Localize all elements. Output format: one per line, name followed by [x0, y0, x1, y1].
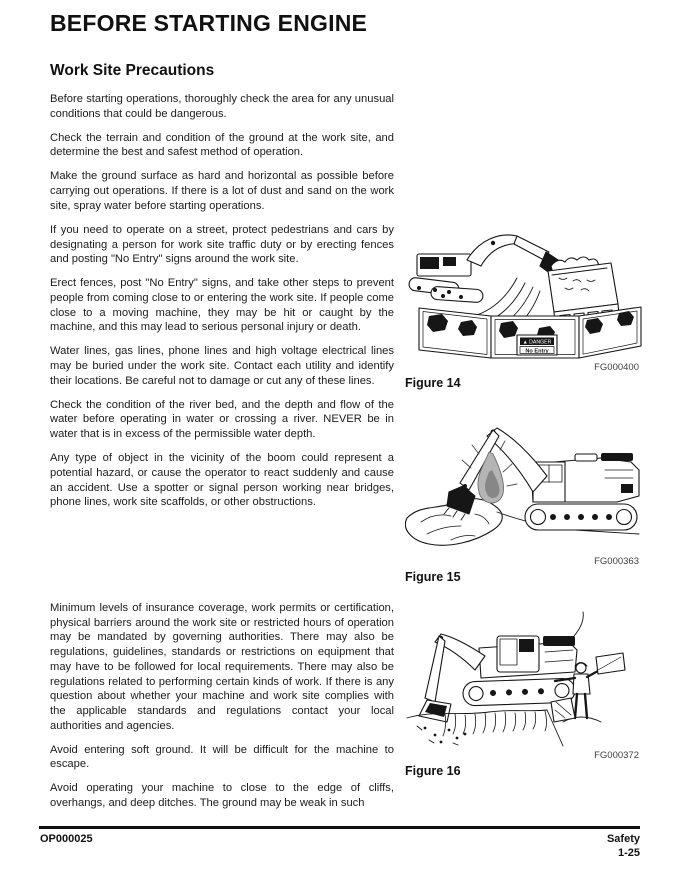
figure-15 [405, 406, 645, 584]
body-paragraph: Make the ground surface as hard and horizontal as possible before carrying out operations. If there is a lot of dust and sand on the work site, spray water before starting operations. [50, 170, 394, 212]
body-paragraph: Check the condition of the river bed, and the depth and flow of the water before operating in water or crossing a river. NEVER be in water that is in excess of the permissible water depth. [50, 398, 394, 441]
body-paragraph: Minimum levels of insurance coverage, work permits or certification, physical barriers around the work site or restricted hours of operation may be mandated by governing authorities. There may also be regulations, guidelines, standards or restrictions on equipment that may have to be followed for local requirements. There may also be regulations related to performing certain kinds of work. If there is any question about whether your machine and work site complies with the applicable standards and regulations contact your local authorities and agencies. [50, 602, 394, 732]
figure-14-caption: Figure 14 [405, 376, 461, 390]
figure-14-code: FG000400 [594, 362, 639, 373]
danger-sign-label: ▲ DANGER [522, 339, 552, 346]
danger-no-entry-sign [517, 335, 557, 355]
body-paragraph: Water lines, gas lines, phone lines and high voltage electrical lines may be buried under the work site. Contact each utility and identify their locations. Be careful not to damage or cut any of these lines. [50, 345, 394, 387]
text-column-lower [50, 601, 394, 820]
figure-14 [405, 216, 645, 390]
footer-rule [39, 826, 640, 829]
body-paragraph: Any type of object in the vicinity of the boom could represent a potential hazard, or cause the operator to react suddenly and cause an accident. Use a spotter or signal person working near bridges, phone lines, work site scaffolds, or other obstructions. [50, 452, 394, 509]
no-entry-sign-label: No Entry [525, 348, 549, 355]
figure-15-illustration [405, 406, 645, 556]
barrier-fence-icon [419, 307, 641, 358]
footer-page-info [607, 833, 640, 860]
footer-chapter: Safety [606, 833, 640, 845]
section-heading: Work Site Precautions [50, 62, 215, 79]
text-column-upper [50, 62, 394, 519]
footer-page-number: 1-25 [617, 846, 640, 859]
figure-16-caption: Figure 16 [405, 764, 461, 778]
footer-doc-code: OP000025 [40, 833, 93, 845]
flag-icon [596, 653, 625, 674]
figure-15-caption: Figure 15 [405, 570, 461, 584]
body-paragraph: If you need to operate on a street, protect pedestrians and cars by designating a person for work site traffic duty or by erecting fences and posting "No Entry" signs around the work site. [50, 223, 394, 266]
figure-15-code: FG000363 [594, 556, 639, 567]
body-paragraph: Erect fences, post "No Entry" signs, and take other steps to prevent people from coming close to or entering the work site. If people come close to a moving machine, they may be hit or caught by the machine, and this may lead to serious personal injury or death. [50, 277, 394, 334]
figure-16-code: FG000372 [594, 750, 639, 761]
body-paragraph: Check the terrain and condition of the ground at the work site, and determine the best and safest method of operation. [50, 131, 394, 159]
figure-16-illustration [405, 610, 645, 750]
figure-16 [405, 610, 645, 778]
body-paragraph: Avoid operating your machine to close to the edge of cliffs, overhangs, and deep ditches. The ground may be weak in such [50, 782, 394, 810]
excavator-icon [408, 235, 561, 303]
body-paragraph: Avoid entering soft ground. It will be difficult for the machine to escape. [50, 743, 394, 771]
page-title: BEFORE STARTING ENGINE [50, 10, 368, 36]
body-paragraph: Before starting operations, thoroughly check the area for any unusual conditions that could be dangerous. [50, 93, 394, 120]
figure-14-illustration [405, 216, 645, 362]
